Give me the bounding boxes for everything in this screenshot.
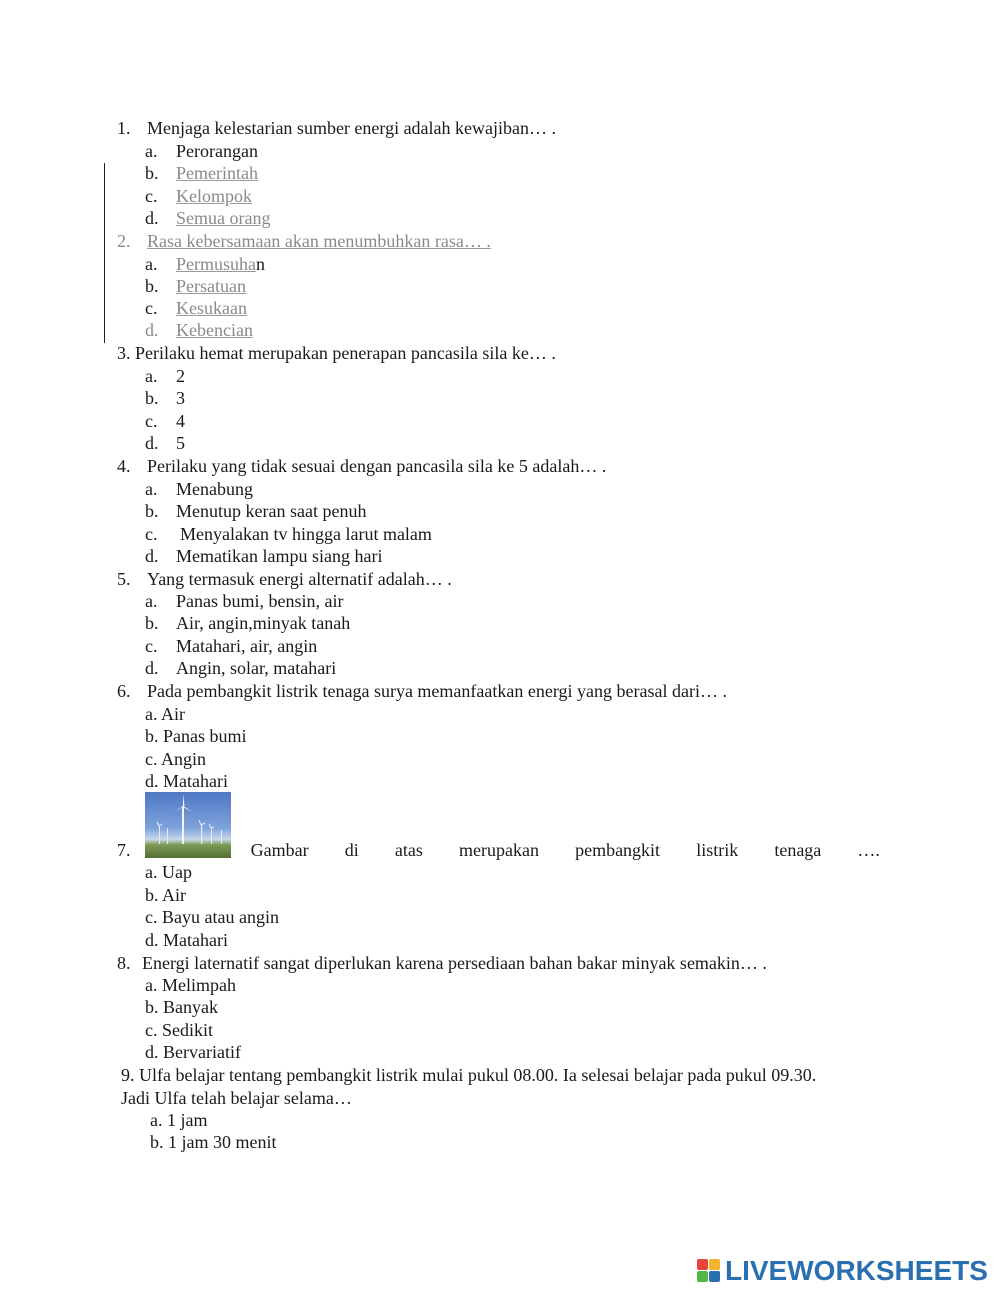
question-word: tenaga xyxy=(774,840,822,860)
q1-option-d[interactable] xyxy=(145,207,270,229)
q6-option-a[interactable]: a. Air xyxy=(145,704,185,724)
question-number: 1. xyxy=(117,118,131,138)
q2-option-c[interactable] xyxy=(145,297,247,319)
q7-option-a[interactable]: a. Uap xyxy=(145,862,192,882)
option-letter: b. xyxy=(145,163,159,183)
question-number: 4. xyxy=(117,456,131,476)
option-letter: c. xyxy=(145,411,158,431)
question-8 xyxy=(117,952,767,974)
question-1 xyxy=(117,117,556,139)
option-letter: c. xyxy=(145,186,158,206)
option-letter: d. xyxy=(145,546,159,566)
question-word: listrik xyxy=(696,840,739,860)
q4-option-a[interactable] xyxy=(145,478,253,500)
brand-text: LIVEWORKSHEETS xyxy=(725,1255,988,1286)
option-letter: d. xyxy=(145,658,159,678)
question-number: 5. xyxy=(117,569,131,589)
q1-option-a[interactable] xyxy=(145,140,258,162)
q9-option-b[interactable]: b. 1 jam 30 menit xyxy=(150,1132,277,1152)
question-4 xyxy=(117,455,606,477)
q6-option-c[interactable]: c. Angin xyxy=(145,749,206,769)
q7-option-b[interactable]: b. Air xyxy=(145,885,187,905)
question-text: Pada pembangkit listrik tenaga surya memanfaatkan energi yang berasal dari… . xyxy=(147,681,727,701)
option-text: Menabung xyxy=(176,479,253,499)
q1-option-b[interactable] xyxy=(145,162,258,184)
option-letter: c. xyxy=(145,636,158,656)
option-text: 4 xyxy=(176,411,185,431)
option-text: Mematikan lampu siang hari xyxy=(176,546,383,566)
q2-option-b[interactable] xyxy=(145,275,246,297)
option-text: Permusuha xyxy=(176,254,256,274)
option-letter: b. xyxy=(145,613,159,633)
option-letter: d. xyxy=(145,208,159,228)
question-word: pembangkit xyxy=(575,840,661,860)
question-text: Energi laternatif sangat diperlukan karena persediaan bahan bakar minyak semakin… . xyxy=(142,953,767,973)
q5-option-b[interactable] xyxy=(145,612,350,634)
question-6 xyxy=(117,680,727,702)
option-text: Matahari, air, angin xyxy=(176,636,318,656)
q5-option-a[interactable] xyxy=(145,590,343,612)
q6-option-b[interactable]: b. Panas bumi xyxy=(145,726,247,746)
option-letter: c. xyxy=(145,298,158,318)
option-letter: a. xyxy=(145,366,158,386)
q9-option-a[interactable]: a. 1 jam xyxy=(150,1110,208,1130)
option-text: Perorangan xyxy=(176,141,258,161)
q2-option-a[interactable] xyxy=(145,253,265,275)
q3-option-a[interactable] xyxy=(145,365,185,387)
question-9: 9. Ulfa belajar tentang pembangkit listrik mulai pukul 08.00. Ia selesai belajar pada pukul 09.30. xyxy=(121,1065,817,1085)
question-text: Rasa kebersamaan akan menumbuhkan rasa… . xyxy=(147,231,491,251)
option-letter: b. xyxy=(145,388,159,408)
option-text: Air, angin,minyak tanah xyxy=(176,613,351,633)
q5-option-d[interactable] xyxy=(145,657,336,679)
q7-option-d[interactable]: d. Matahari xyxy=(145,930,228,950)
question-word: di xyxy=(344,840,359,860)
option-text: Kesukaan xyxy=(176,298,247,318)
q4-option-d[interactable] xyxy=(145,545,382,567)
option-text: Menutup keran saat penuh xyxy=(176,501,367,521)
q8-option-d[interactable]: d. Bervariatif xyxy=(145,1042,241,1062)
question-5 xyxy=(117,568,452,590)
liveworksheets-brand[interactable] xyxy=(697,1255,988,1287)
q8-option-c[interactable]: c. Sedikit xyxy=(145,1020,213,1040)
question-3: 3. Perilaku hemat merupakan penerapan pancasila sila ke… . xyxy=(117,343,556,363)
q3-option-c[interactable] xyxy=(145,410,185,432)
question-number: 8. xyxy=(117,953,131,973)
q3-option-d[interactable] xyxy=(145,432,185,454)
option-text: Menyalakan tv hingga larut malam xyxy=(180,524,432,544)
question-number: 7. xyxy=(117,840,131,860)
option-letter: c. xyxy=(145,524,158,544)
q4-option-b[interactable] xyxy=(145,500,366,522)
option-text: Persatuan xyxy=(176,276,246,296)
q5-option-c[interactable] xyxy=(145,635,317,657)
question-word: …. xyxy=(857,840,880,860)
option-letter: d. xyxy=(145,433,159,453)
option-text: 5 xyxy=(176,433,185,453)
option-letter: d. xyxy=(145,320,159,340)
q7-option-c[interactable]: c. Bayu atau angin xyxy=(145,907,279,927)
option-text: Angin, solar, matahari xyxy=(176,658,337,678)
option-letter: b. xyxy=(145,501,159,521)
question-text: Yang termasuk energi alternatif adalah… . xyxy=(147,569,452,589)
option-letter: a. xyxy=(145,591,158,611)
q6-option-d[interactable]: d. Matahari xyxy=(145,771,228,791)
q4-option-c[interactable] xyxy=(145,523,432,545)
option-text: Pemerintah xyxy=(176,163,258,183)
question-number: 2. xyxy=(117,231,131,251)
q3-option-b[interactable] xyxy=(145,387,185,409)
option-text: 3 xyxy=(176,388,185,408)
liveworksheets-logo-icon xyxy=(697,1258,721,1284)
question-text: Menjaga kelestarian sumber energi adalah kewajiban… . xyxy=(147,118,557,138)
q2-option-d[interactable] xyxy=(145,319,253,341)
question-7 xyxy=(117,839,880,861)
question-word: atas xyxy=(394,840,423,860)
option-text-suffix: n xyxy=(256,254,265,274)
question-9-continuation: Jadi Ulfa telah belajar selama… xyxy=(121,1088,352,1108)
question-word: merupakan xyxy=(458,840,539,860)
question-word: Gambar xyxy=(250,840,309,860)
q8-option-b[interactable]: b. Banyak xyxy=(145,997,218,1017)
q1-option-c[interactable] xyxy=(145,185,252,207)
option-text: Kebencian xyxy=(176,320,253,340)
option-letter: a. xyxy=(145,141,158,161)
question-text: Perilaku yang tidak sesuai dengan pancasila sila ke 5 adalah… . xyxy=(147,456,607,476)
q8-option-a[interactable]: a. Melimpah xyxy=(145,975,236,995)
option-letter: a. xyxy=(145,479,158,499)
option-text: Panas bumi, bensin, air xyxy=(176,591,344,611)
option-letter: a. xyxy=(145,254,158,274)
question-number: 6. xyxy=(117,681,131,701)
change-bar xyxy=(104,163,105,343)
option-letter: b. xyxy=(145,276,159,296)
option-text: 2 xyxy=(176,366,185,386)
option-text: Kelompok xyxy=(176,186,252,206)
question-2 xyxy=(117,230,491,252)
option-text: Semua orang xyxy=(176,208,271,228)
